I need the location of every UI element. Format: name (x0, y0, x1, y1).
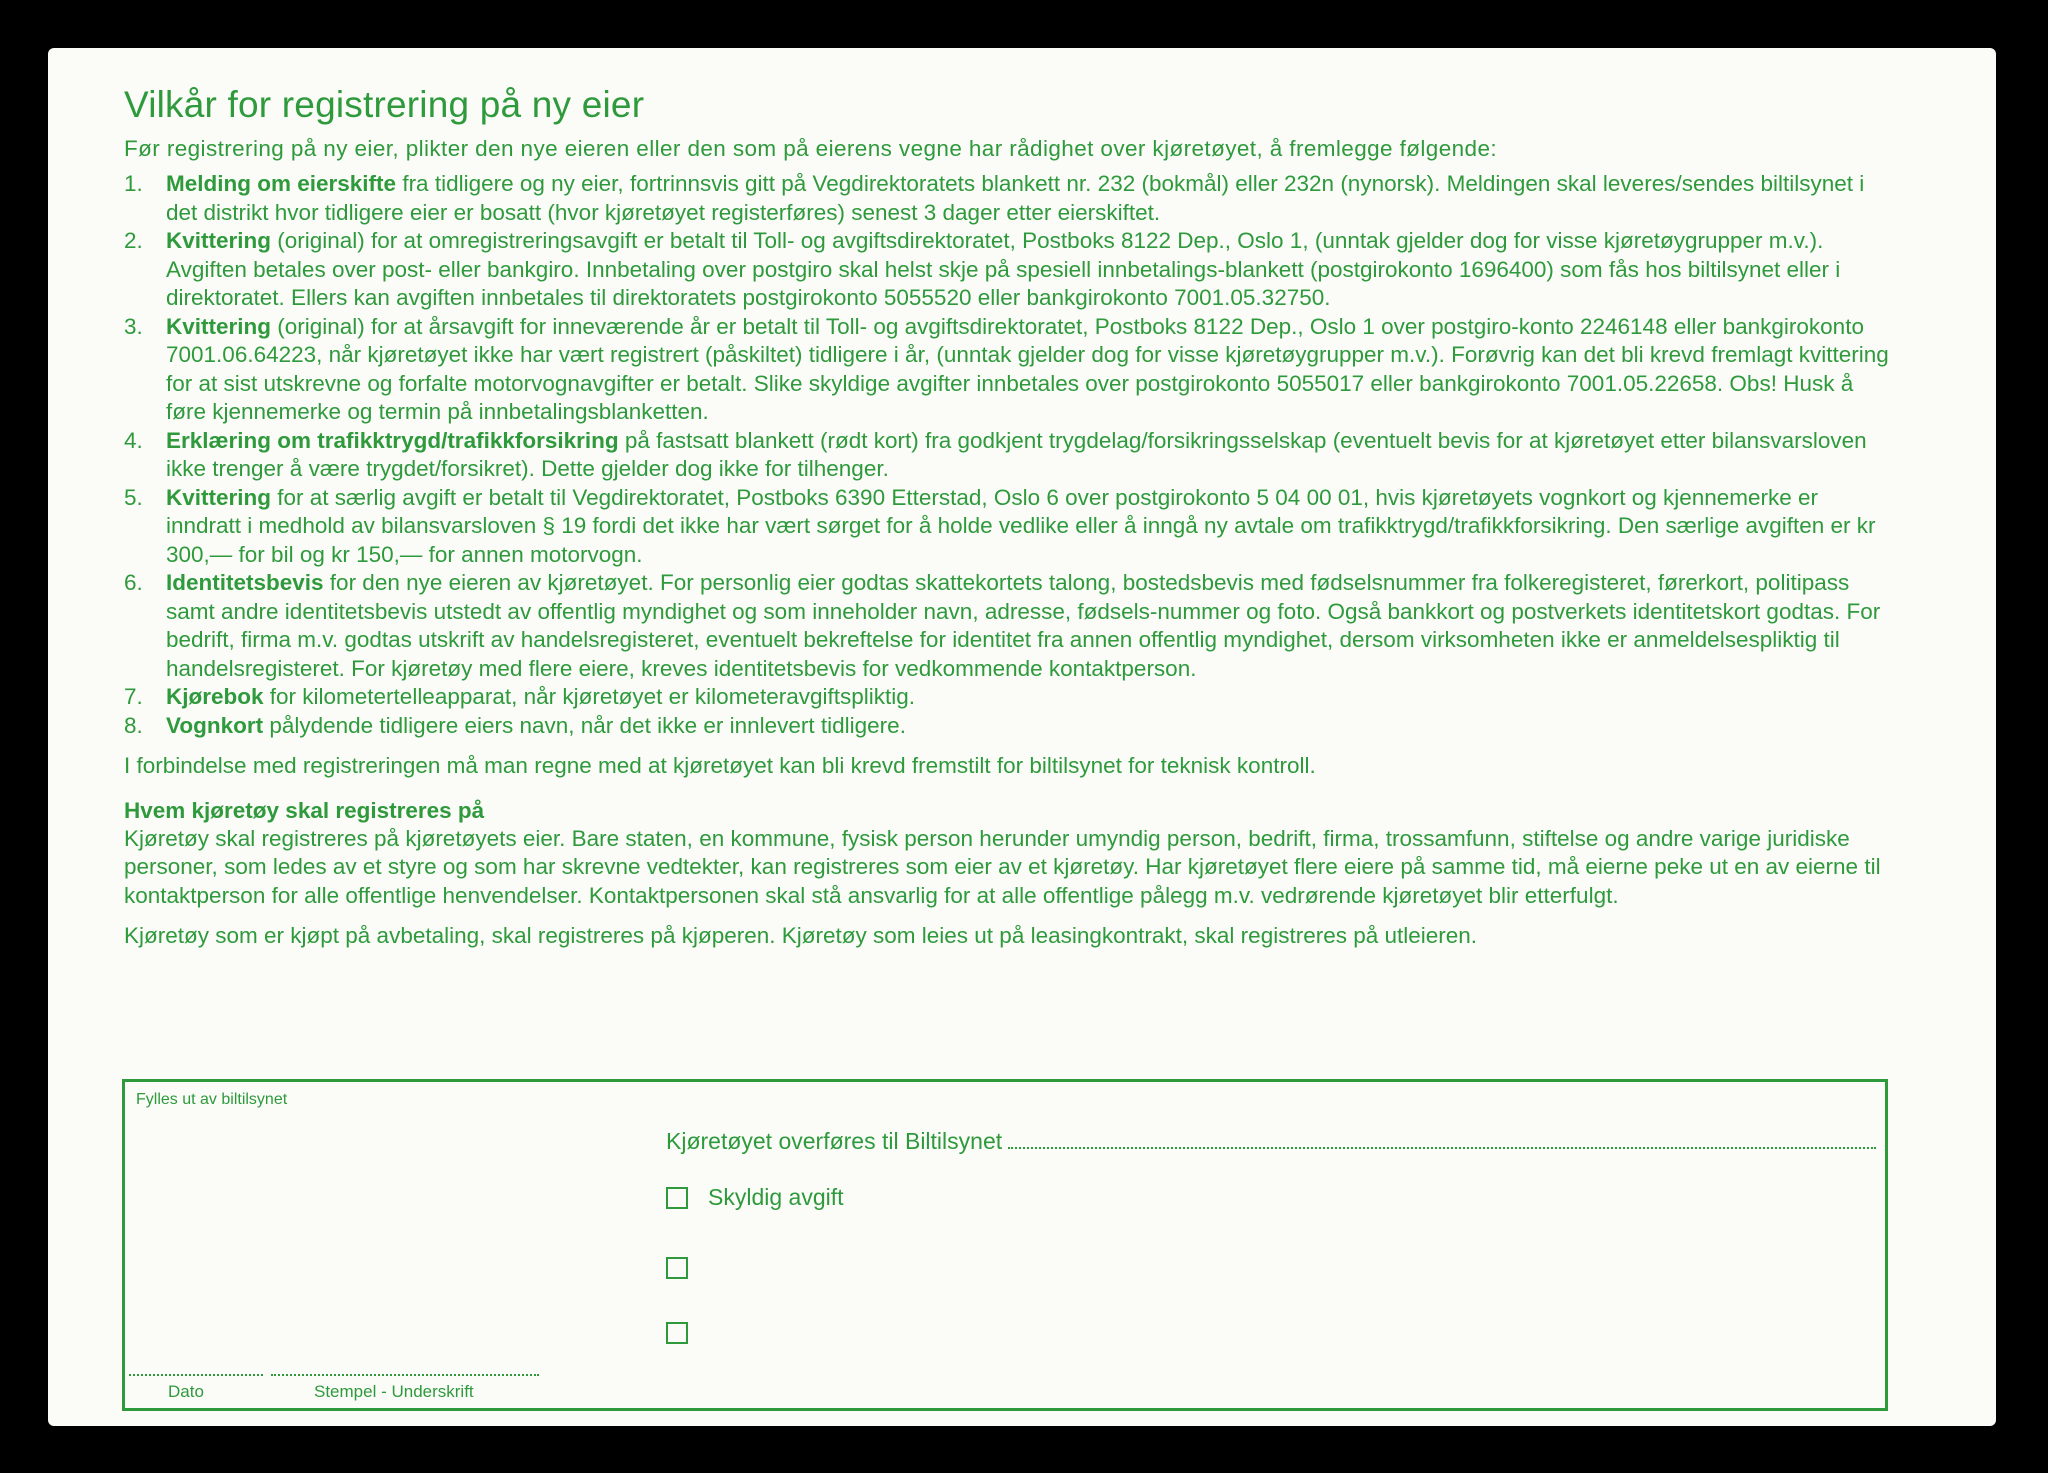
list-item: 2. Kvittering (original) for at omregistreringsavgift er betalt til Toll- og avgiftsdirektoratet, Postboks 8122 Dep., Oslo 1, (unntak gjelder dog for visse kjøretøygrupper m.v.). Avgiften betales over post- eller bankgiro. Innbetaling over postgiro skal helst skje på spesiell innbetalings-blankett (postgirokonto 1696400) som fås hos biltilsynet eller i direktoratet. Ellers kan avgiften innbetales til direktoratets postgirokonto 5055520 eller bankgirokonto 7001.05.32750. (124, 228, 1841, 310)
financing-text: Kjøretøy som er kjøpt på avbetaling, skal registreres på kjøperen. Kjøretøy som leies ut på leasingkontrakt, skal registreres på utleieren. (124, 923, 1478, 948)
signature-line[interactable] (271, 1374, 539, 1376)
list-item: 4. Erklæring om trafikktrygd/trafikkforsikring på fastsatt blankett (rødt kort) fra godkjent trygdelag/forsikringsselskap (eventuelt bevis for at kjøretøyet etter bilansvarsloven ikke trenger å være trygdet/forsikret). Dette gjelder dog ikke for tilhenger. (124, 427, 1867, 481)
checkbox-label: Skyldig avgift (708, 1184, 844, 1210)
inspection-note: I forbindelse med registreringen må man regne med at kjøretøyet kan bli krevd fremstilt for biltilsynet for teknisk kontroll. (124, 753, 1316, 778)
list-item: 7. Kjørebok for kilometertelleapparat, når kjøretøyet er kilometeravgiftspliktig. (124, 684, 916, 709)
list-item: 3. Kvittering (original) for at årsavgift for inneværende år er betalt til Toll- og avgiftsdirektoratet, Postboks 8122 Dep., Oslo 1 over postgiro-konto 2246148 eller bankgirokonto 7001.06.64223, når kjøretøyet ikke har vært registrert (påskiltet) tidligere i år, (unntak gjelder dog for visse kjøretøygrupper m.v.). Forøvrig kan det bli krevd fremlagt kvittering for at sist utskrevne og forfalte motorvognavgifter er betalt. Slike skyldige avgifter innbetales over postgirokonto 5055017 eller bankgirokonto 7001.05.22658. Obs! Husk å føre kjennemerke og termin på innbetalingsblanketten. (124, 313, 1889, 424)
intro-text: Før registrering på ny eier, plikter den nye eieren eller den som på eierens vegne har rådighet over kjøretøyet, å fremlegge følgende: (124, 136, 1498, 161)
list-item: 1. Melding om eierskifte fra tidligere og ny eier, fortrinnsvis gitt på Vegdirektoratets blankett nr. 232 (bokmål) eller 232n (nynorsk). Meldingen skal leveres/sendes biltilsynet i det distrikt hvor tidligere eier er bosatt (hvor kjøretøyet registerføres) senest 3 dager etter eierskiftet. (124, 171, 1865, 225)
list-item: 6. Identitetsbevis for den nye eieren av kjøretøyet. For personlig eier godtas skattekortets talong, bostedsbevis med fødselsnummer fra folkeregisteret, førerkort, politipass samt andre identitetsbevis utstedt av offentlig myndighet og som inneholder navn, adresse, fødsels-nummer og foto. Også bankkort og postverkets identitetskort godtas. For bedrift, firma m.v. godtas utskrift av handelsregisteret, eventuelt bekreftelse for identitet fra annen offentlig myndighet, dersom virksomheten ikke er anmeldelsespliktig til handelsregisteret. For kjøretøy med flere eiere, kreves identitetsbevis for vedkommende kontaktperson. (124, 570, 1881, 681)
stamp-signature-label: Stempel - Underskrift (314, 1382, 474, 1401)
form-label: Fylles ut av biltilsynet (136, 1091, 288, 1108)
list-item: 5. Kvittering for at særlig avgift er betalt til Vegdirektoratet, Postboks 6390 Etterstad, Oslo 6 over postgirokonto 5 04 00 01, hvis kjøretøyets vognkort og kjennemerke er inndratt i medhold av bilansvarsloven § 19 fordi det ikke har vært sørget for å holde vedlike eller å inngå ny avtale om trafikktrygd/trafikkforsikring. Den særlige avgiften er kr 300,— for bil og kr 150,— for annen motorvogn. (124, 484, 1876, 567)
checkbox[interactable] (666, 1187, 688, 1209)
checkbox-row-empty-2[interactable] (666, 1322, 708, 1344)
transfer-dotted-line (1008, 1129, 1876, 1149)
document-content (124, 84, 1894, 951)
list-item: 8. Vognkort pålydende tidligere eiers navn, når det ikke er innlevert tidligere. (124, 712, 906, 738)
checkbox-row-skyldig[interactable] (666, 1184, 844, 1211)
checkbox[interactable] (666, 1257, 688, 1279)
requirements-list (124, 170, 1894, 740)
who-text: Kjøretøy skal registreres på kjøretøyets eier. Bare staten, en kommune, fysisk person herunder umyndig person, bedrift, firma, trossamfunn, stiftelse og andre varige juridiske personer, som ledes av et styre og som har skrevne vedtekter, kan registreres som eier av et kjøretøy. Har kjøretøyet flere eiere på samme tid, må eierne peke ut en av eierne til kontaktperson for alle offentlige henvendelser. Kontaktpersonen skal stå ansvarlig for at alle offentlige pålegg m.v. vedrørende kjøretøyet blir etterfulgt. (124, 825, 1881, 908)
transfer-label: Kjøretøyet overføres til Biltilsynet (666, 1128, 1003, 1154)
date-label: Dato (168, 1382, 204, 1401)
page-title: Vilkår for registrering på ny eier (124, 84, 645, 125)
official-use-box (122, 1079, 1888, 1411)
date-line[interactable] (129, 1374, 263, 1376)
transfer-field[interactable] (666, 1128, 1876, 1155)
checkbox[interactable] (666, 1322, 688, 1344)
checkbox-row-empty-1[interactable] (666, 1257, 708, 1279)
section-heading: Hvem kjøretøy skal registreres på (124, 797, 485, 823)
